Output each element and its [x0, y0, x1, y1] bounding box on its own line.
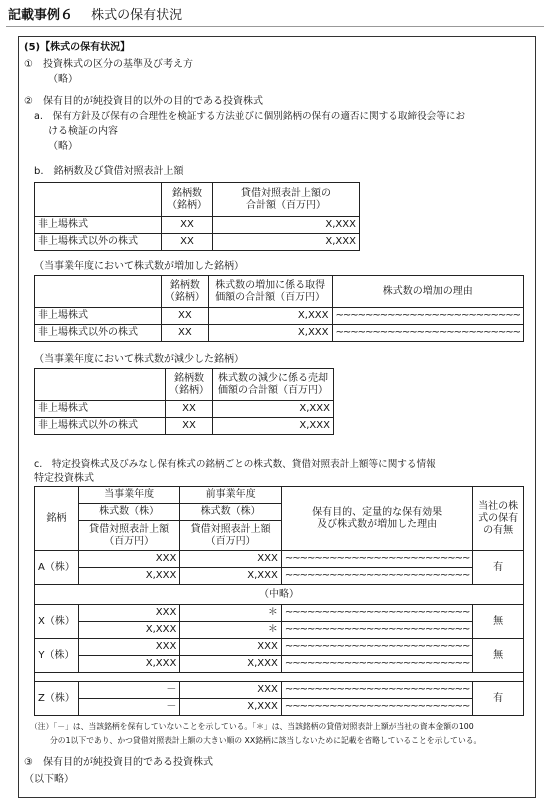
increased-shares-table: 銘柄数 （銘柄） 株式数の増加に係る取得 価額の合計額（百万円） 株式数の増加の理由 非上場株式 XX X,XXX ~~~~~~~~~~~~~~~~~~~~~~~~~ 非上場株式以外の株式 XX X,XXX ~~~~~~~~~~~~~~~~~~~~~~~~~ [34, 275, 524, 342]
table-row: 非上場株式以外の株式 XX X,XXX [35, 418, 334, 435]
omitted-note: （中略） [35, 585, 524, 605]
header-title: 株式の保有状況 [91, 8, 183, 23]
item-c-title: c. 特定投資株式及びみなし保有株式の銘柄ごとの株式数、貸借対照表計上額等に関する情報 [34, 459, 436, 470]
table-row: 非上場株式 XX X,XXX [35, 401, 334, 418]
reason-header: 株式数の増加の理由 [332, 276, 523, 308]
table-row: Z（株） － XXX ~~~~~~~~~~~~~~~~~~~~~~~~~ 有 [35, 682, 524, 699]
specified-stocks-table: 銘柄 当事業年度 前事業年度 保有目的、定量的な保有効果 及び株式数が増加した理由 当社の株 式の保有 の有無 株式数（株） 株式数（株） 貸借対照表計上額 （百万円） 貸借対照表計上額 （百万円） A（株） XXX XXX ~~~~~~~~~~~~~~~~~~~~~~~~~ 有 X,XXX X,XXX ~~~~~~~~~~~~~~~~~~~~~~~~~ （中略） X（株） XXX ＊ ~~~~~~~~~~~~~~~~~~~~~~~~~ 無 X,XXX ＊ ~~~~~~~~~~~~~~~~~~~~~~~~~ Y（株） XXX XXX ~~~~~~~~~~~~~~~~~~~~~~~~~ 無 X,XXX X,XXX ~~~~~~~~~~~~~~~~~~~~~~~~~ Z（株） － XXX ~~~~~~~~~~~~~~~~~~~~~~~~~ 有 － X,XXX ~~~~~~~~~~~~~~~~~~~~~~~~~ [34, 486, 524, 716]
footnote-line2: 分の1以下であり、かつ貸借対照表計上額の大きい順の XX銘柄に該当しないために記載を省略していることを示している。 [50, 736, 482, 745]
col-count-header: 銘柄数 [172, 187, 202, 199]
table-row: A（株） XXX XXX ~~~~~~~~~~~~~~~~~~~~~~~~~ 有 [35, 551, 524, 568]
page-header [8, 4, 182, 23]
table-row: X,XXX ＊ ~~~~~~~~~~~~~~~~~~~~~~~~~ [35, 622, 524, 639]
table-row: 非上場株式以外の株式 XX X,XXX [35, 234, 360, 251]
holdings-count-table: 銘柄数 （銘柄） 貸借対照表計上額の 合計額（百万円） 非上場株式 XX X,XXX 非上場株式以外の株式 XX X,XXX [34, 182, 360, 251]
item2-title: ② 保有目的が純投資目的以外の目的である投資株式 [24, 96, 263, 107]
item2-b-title: b. 銘柄数及び貸借対照表計上額 [34, 166, 184, 177]
col-amount-header: 貸借対照表計上額の [241, 187, 331, 199]
table-row: 非上場株式 XX X,XXX ~~~~~~~~~~~~~~~~~~~~~~~~~ [35, 308, 524, 325]
item-c-subtitle: 特定投資株式 [34, 473, 94, 484]
table-row: 非上場株式 XX X,XXX [35, 217, 360, 234]
section-title: (5)【株式の保有状況】 [24, 42, 131, 53]
footnote-line1: （注）「－」は、当該銘柄を保有していないことを示している。「＊」は、当該銘柄の貸借対照表計上額が当社の資本金額の100 [30, 722, 474, 731]
table-row: X,XXX X,XXX ~~~~~~~~~~~~~~~~~~~~~~~~~ [35, 656, 524, 673]
item3-note: （以下略） [24, 774, 74, 785]
table3-caption: （当事業年度において株式数が減少した銘柄） [34, 354, 244, 365]
item3-title: ③ 保有目的が純投資目的である投資株式 [24, 757, 213, 768]
table-row: X,XXX X,XXX ~~~~~~~~~~~~~~~~~~~~~~~~~ [35, 568, 524, 585]
item2-a-note: （略） [48, 141, 78, 152]
item2-a-line1: a. 保有方針及び保有の合理性を検証する方法並びに個別銘柄の保有の適否に関する取締役会等にお [34, 111, 466, 122]
table-row: Y（株） XXX XXX ~~~~~~~~~~~~~~~~~~~~~~~~~ 無 [35, 639, 524, 656]
table2-caption: （当事業年度において株式数が増加した銘柄） [34, 261, 244, 272]
item2-a-line2: ける検証の内容 [48, 126, 118, 137]
table-row: X（株） XXX ＊ ~~~~~~~~~~~~~~~~~~~~~~~~~ 無 [35, 605, 524, 622]
header-divider [6, 26, 544, 27]
decreased-shares-table: 銘柄数 （銘柄） 株式数の減少に係る売却 価額の合計額（百万円） 非上場株式 XX X,XXX 非上場株式以外の株式 XX X,XXX [34, 368, 334, 435]
header-label: 記載事例６ [8, 8, 74, 23]
table-row: 非上場株式以外の株式 XX X,XXX ~~~~~~~~~~~~~~~~~~~~~~~~~ [35, 325, 524, 342]
table-row: － X,XXX ~~~~~~~~~~~~~~~~~~~~~~~~~ [35, 699, 524, 716]
item1-title: ① 投資株式の区分の基準及び考え方 [24, 59, 193, 70]
item1-note: （略） [48, 74, 78, 85]
